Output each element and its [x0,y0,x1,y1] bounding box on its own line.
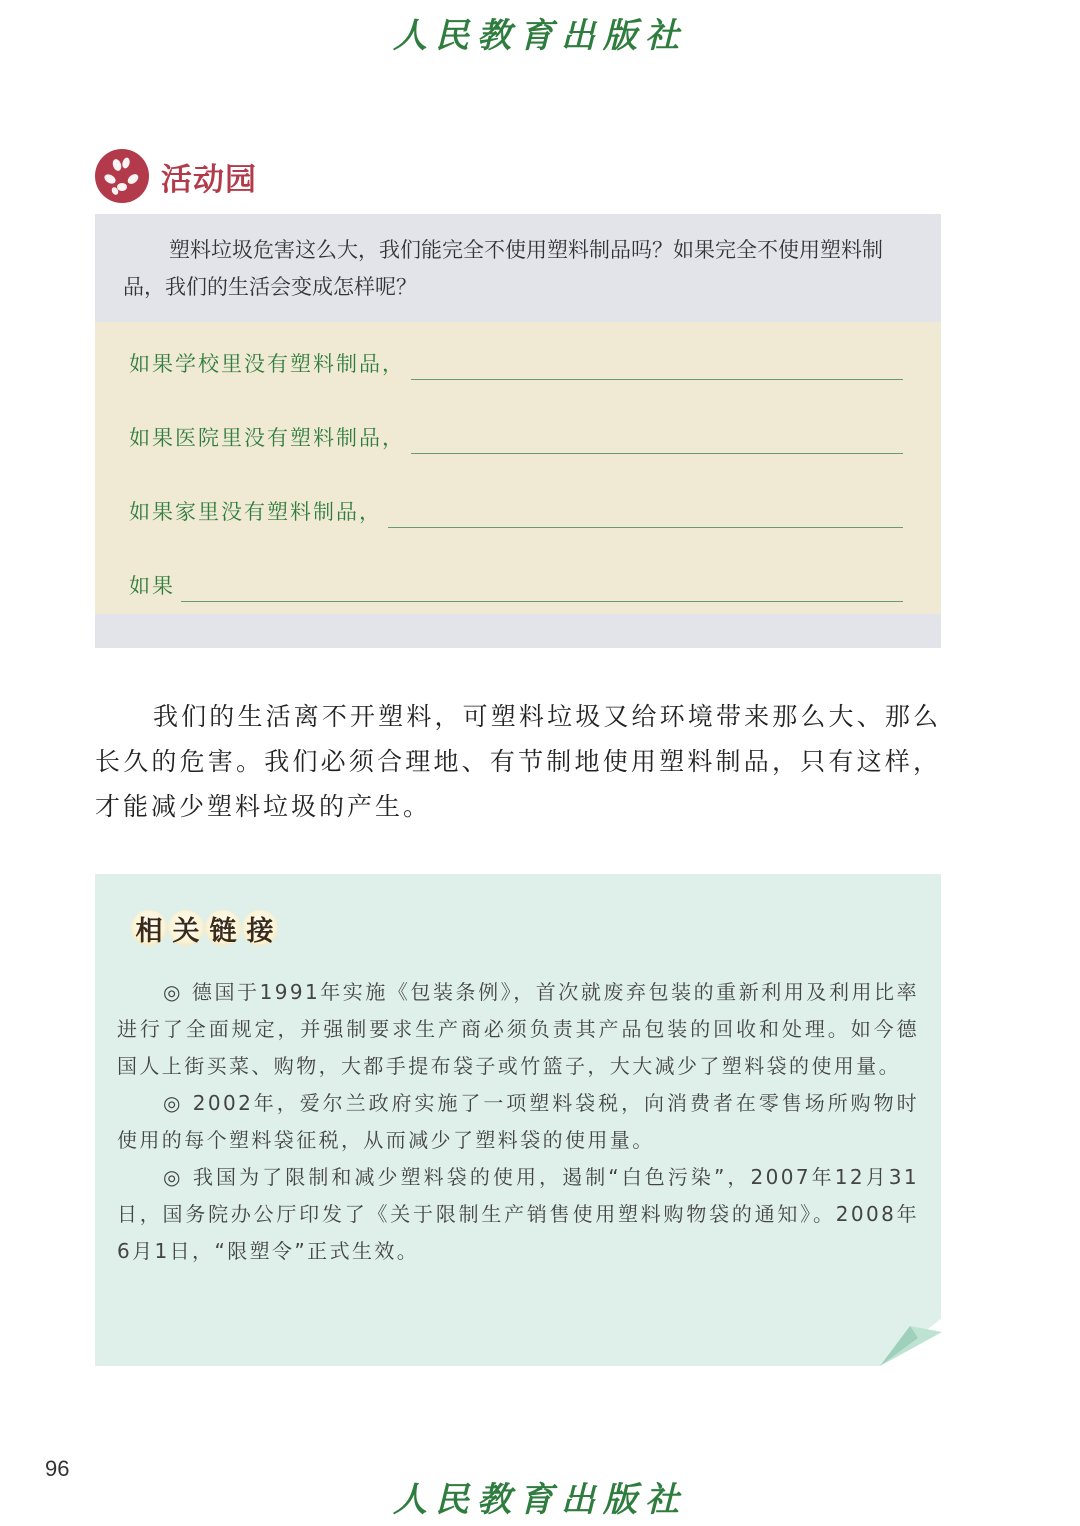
fill-prompt-hospital: 如果医院里没有塑料制品， [129,426,405,450]
fill-in-area [95,322,941,614]
fill-row-home [129,490,903,530]
activity-title: 活动园 [161,161,257,198]
activity-question-box [95,214,941,648]
page-curl-icon [880,1318,942,1366]
fill-row-hospital [129,416,903,456]
related-title-char: 链 [205,910,241,946]
fill-prompt-other: 如果 [129,574,175,598]
related-links-body [117,974,919,1270]
related-title-char: 接 [242,910,278,946]
fill-row-school [129,342,903,382]
related-title-char: 相 [131,910,167,946]
fill-line-school[interactable] [411,378,903,380]
fill-line-home[interactable] [388,526,903,528]
related-links-box [95,874,941,1366]
publisher-logo-bottom: 人民教育出版社 [393,1480,687,1520]
fill-prompt-home: 如果家里没有塑料制品， [129,500,382,524]
publisher-logo-top: 人民教育出版社 [393,16,687,56]
related-links-title [131,910,279,946]
fill-line-hospital[interactable] [411,452,903,454]
related-item-germany: ◎ 德国于1991年实施《包装条例》，首次就废弃包装的重新利用及利用比率进行了全面规定，并强制要求生产商必须负责其产品包装的回收和处理。如今德国人上街买菜、购物，大都手提布袋子或竹篮子，大大减少了塑料袋的使用量。 [117,980,919,1078]
main-paragraph: 我们的生活离不开塑料，可塑料垃圾又给环境带来那么大、那么长久的危害。我们必须合理地、有节制地使用塑料制品，只有这样，才能减少塑料垃圾的产生。 [95,702,941,821]
page-number: 96 [45,1456,70,1481]
related-title-char: 关 [168,910,204,946]
fill-line-other[interactable] [181,600,903,602]
hands-icon [95,149,149,203]
related-item-ireland: ◎ 2002年，爱尔兰政府实施了一项塑料袋税，向消费者在零售场所购物时使用的每个塑料袋征税，从而减少了塑料袋的使用量。 [117,1091,919,1152]
related-item-china: ◎ 我国为了限制和减少塑料袋的使用，遏制“白色污染”，2007年12月31日，国务院办公厅印发了《关于限制生产销售使用塑料购物袋的通知》。2008年6月1日，“限塑令”正式生效。 [117,1165,919,1263]
fill-row-other [129,564,903,604]
activity-question: 塑料垃圾危害这么大，我们能完全不使用塑料制品吗？如果完全不使用塑料制品，我们的生活会变成怎样呢？ [123,238,883,299]
activity-header [95,148,257,204]
fill-prompt-school: 如果学校里没有塑料制品， [129,352,405,376]
